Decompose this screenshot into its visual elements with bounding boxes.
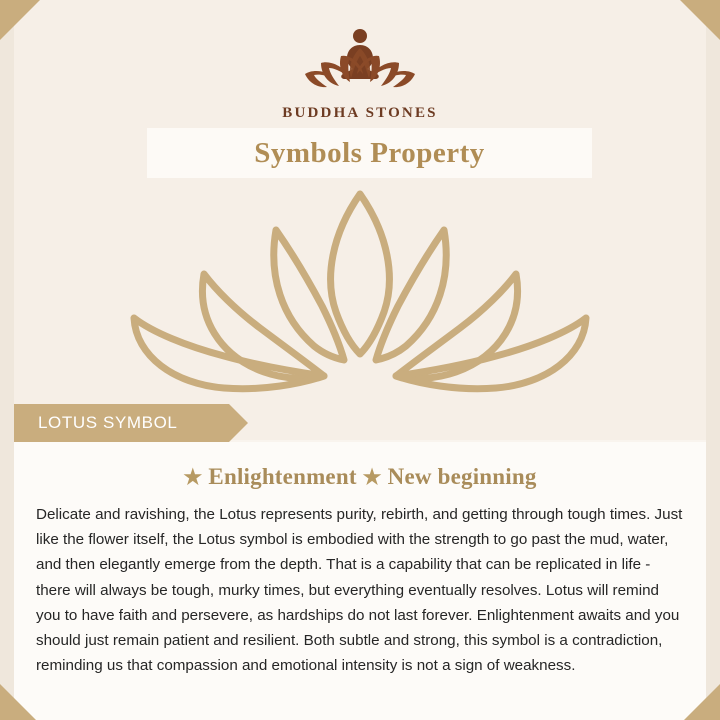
subheading-left-text: Enlightenment <box>208 464 357 489</box>
right-edge-strip <box>706 0 720 720</box>
star-icon-right: ★ <box>362 465 382 489</box>
subheading-right-text: New beginning <box>387 464 537 489</box>
description-paragraph: Delicate and ravishing, the Lotus represents purity, rebirth, and getting through tough times. Just like the flower itself, the Lotus symbol is embodied with the strength to go past the mud, water, and then elegantly emerge from the depth. That is a capability that can be replicated in life - there will always be tough, murky times, but everything eventually resolves. Lotus will remind you to have faith and persevere, as hardships do not last forever. Enlightenment awaits and you should just remain patient and resilient. Both subtle and strong, this symbol is a contradiction, reminding us that compassion and emotional intensity is not a sign of weakness. <box>36 506 683 675</box>
corner-decoration-top-left <box>0 0 40 40</box>
corner-decoration-top-right <box>680 0 720 40</box>
lotus-meditation-figure-icon <box>14 22 706 103</box>
subheading <box>28 464 692 490</box>
symbol-label-ribbon <box>14 404 229 442</box>
corner-decoration-bottom-right <box>684 684 720 720</box>
corner-decoration-bottom-left <box>0 684 36 720</box>
symbol-label-text: LOTUS SYMBOL <box>38 413 178 432</box>
title-band <box>147 128 592 178</box>
brand-logo <box>14 22 706 122</box>
left-edge-strip <box>0 0 14 720</box>
lotus-flower-outline-icon <box>14 186 706 403</box>
page-title: Symbols Property <box>254 136 485 169</box>
hero-section <box>14 0 706 440</box>
brand-name: BUDDHA STONES <box>282 105 438 121</box>
description-section <box>14 442 706 720</box>
star-icon-left: ★ <box>183 465 203 489</box>
